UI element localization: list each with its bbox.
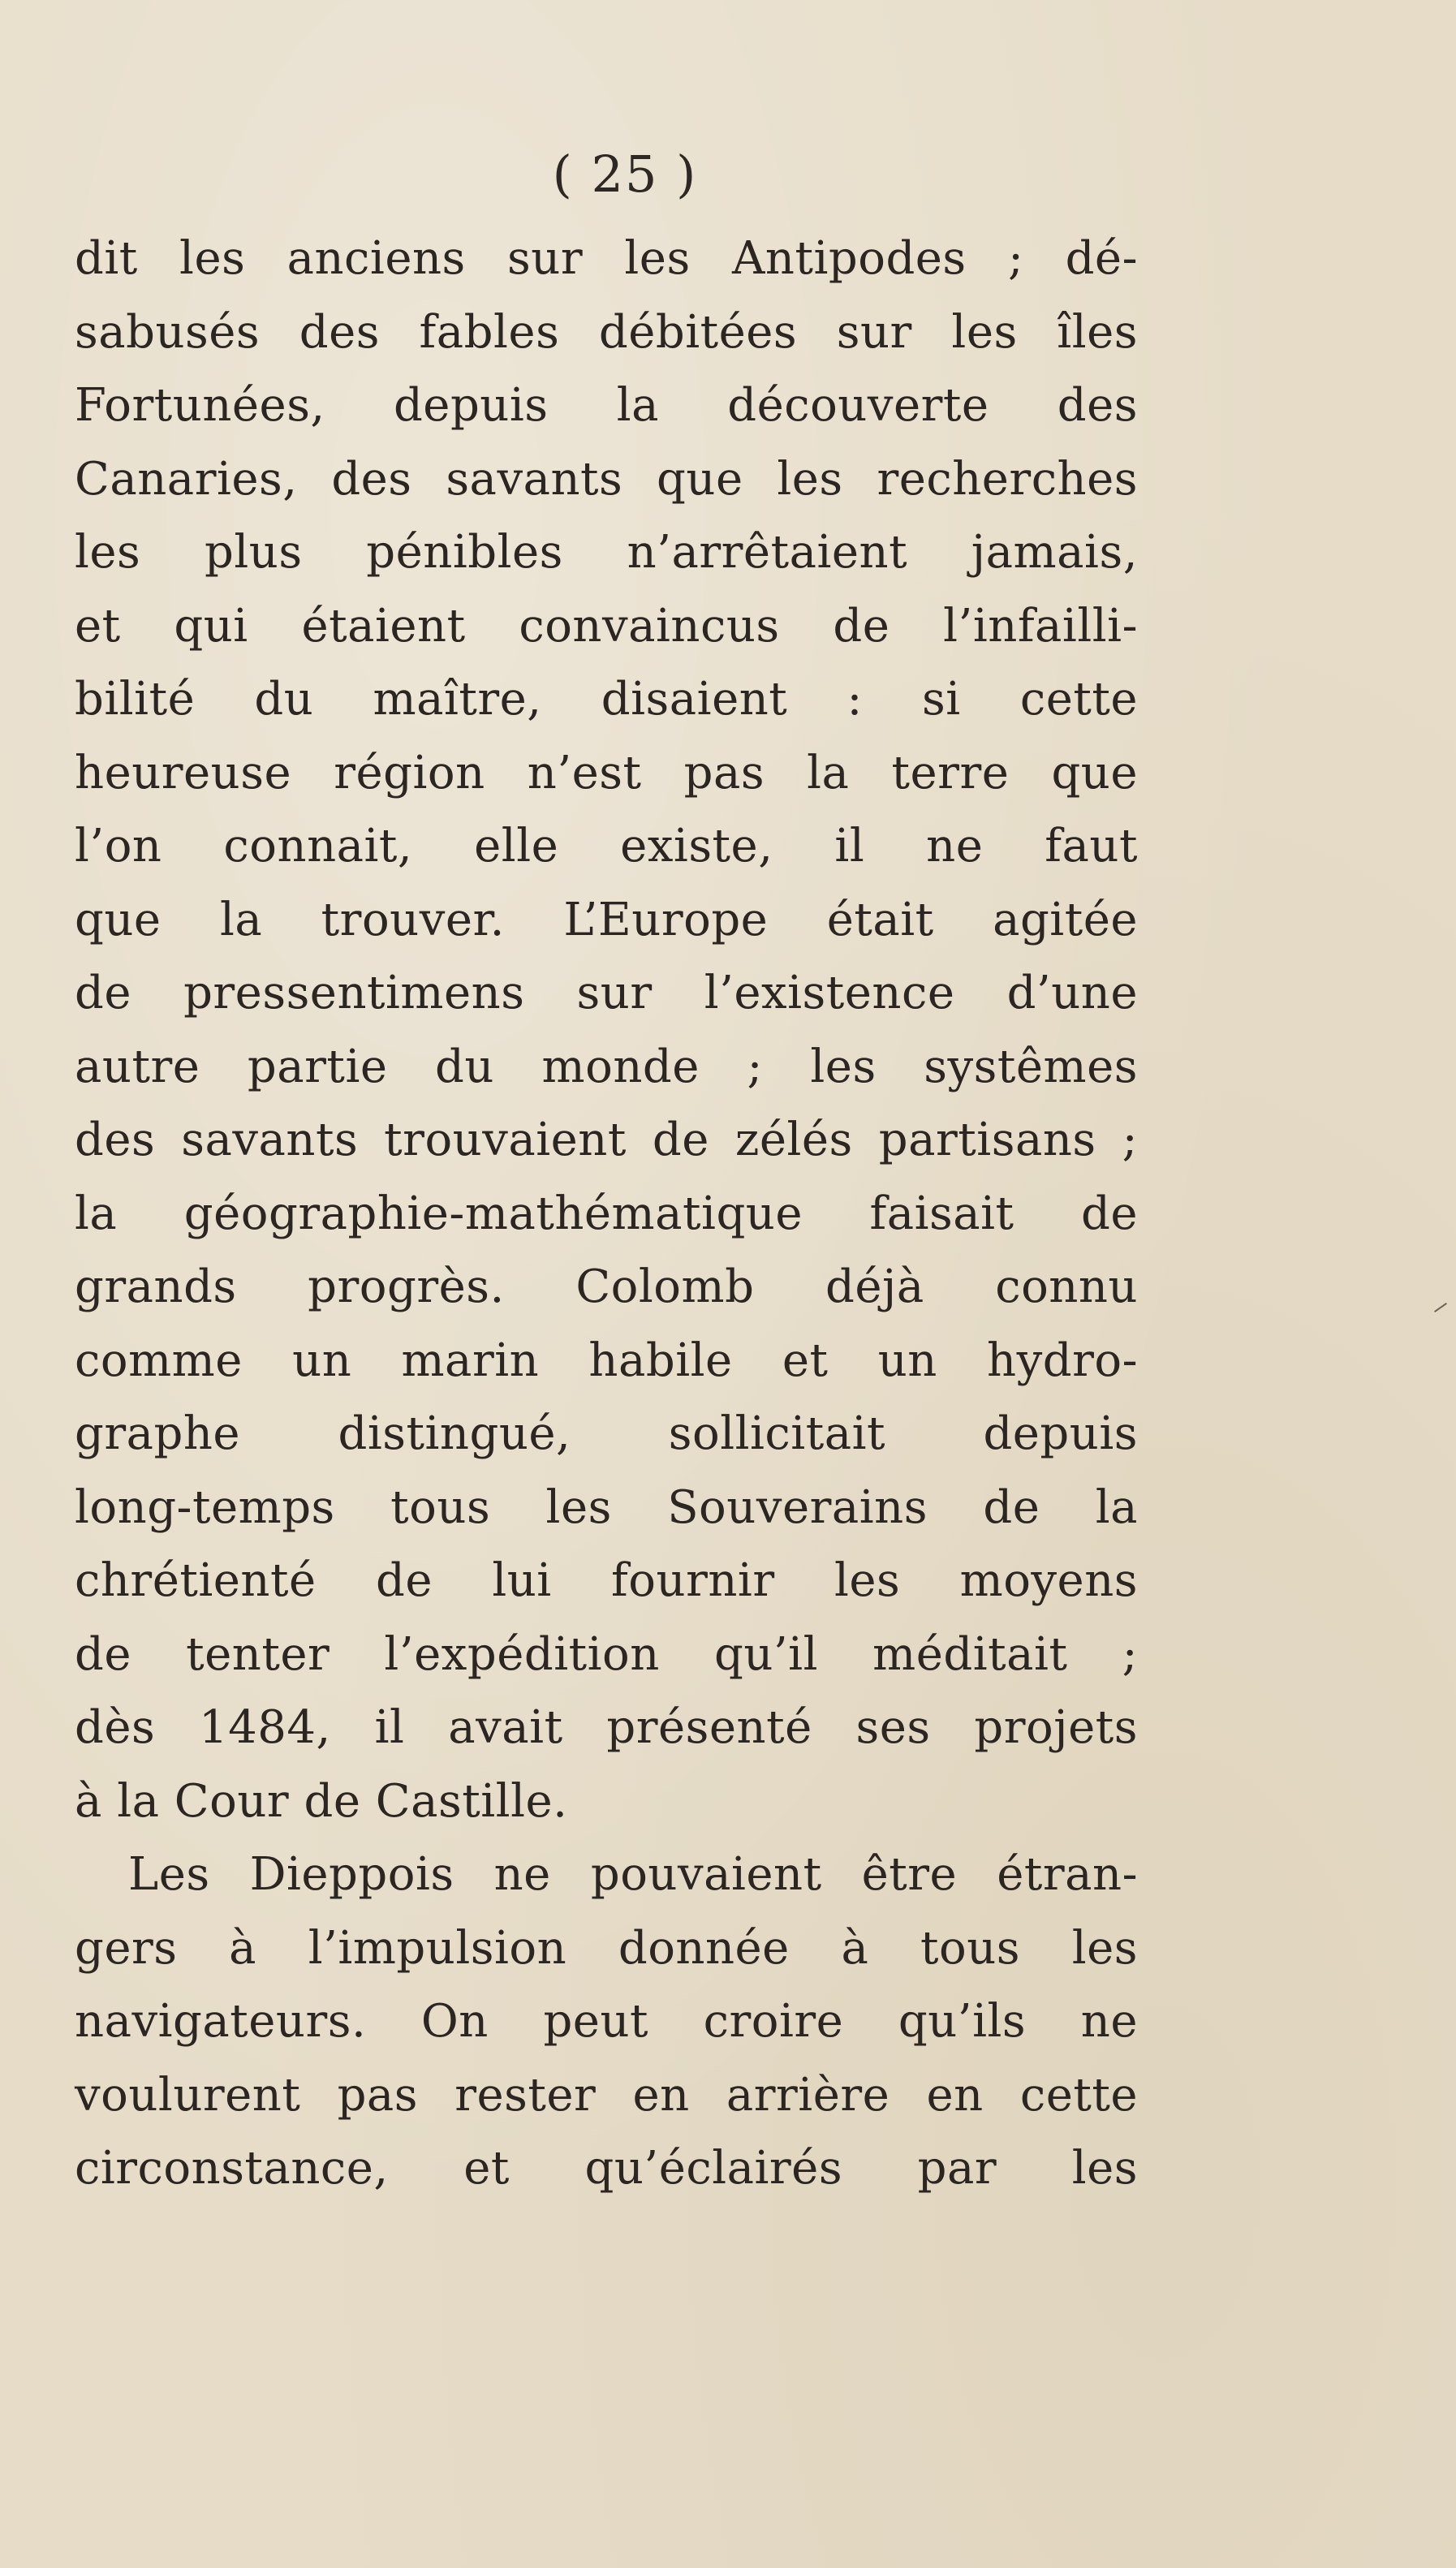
text-line: que la trouver. L’Europe était agitée: [75, 893, 1138, 946]
text-line: de tenter l’expédition qu’il méditait ;: [75, 1627, 1138, 1681]
text-line: grands progrès. Colomb déjà connu: [75, 1260, 1138, 1313]
text-line: Fortunées, depuis la découverte des: [75, 379, 1138, 432]
text-line: de pressentimens sur l’existence d’une: [75, 967, 1138, 1019]
text-line: circonstance, et qu’éclairés par les: [75, 2142, 1138, 2195]
text-line: l’on connait, elle existe, il ne faut: [75, 820, 1138, 873]
text-line: autre partie du monde ; les systêmes: [75, 1040, 1138, 1093]
body-text: [75, 222, 1138, 2206]
text-line: les plus pénibles n’arrêtaient jamais,: [75, 526, 1138, 579]
text-line: gers à l’impulsion donnée à tous les: [75, 1921, 1138, 1975]
text-line: bilité du maître, disaient : si cette: [75, 673, 1138, 726]
paragraph-start-line: Les Dieppois ne pouvaient être étran-: [128, 1848, 1138, 1901]
text-line: et qui étaient convaincus de l’infailli-: [75, 599, 1138, 653]
text-line: heureuse région n’est pas la terre que: [75, 746, 1138, 799]
page-number: ( 25 ): [552, 144, 698, 204]
text-line: dès 1484, il avait présenté ses projets: [75, 1701, 1138, 1754]
text-line: comme un marin habile et un hydro-: [75, 1334, 1138, 1387]
text-line: sabusés des fables débitées sur les îles: [75, 305, 1138, 359]
text-line: navigateurs. On peut croire qu’ils ne: [75, 1995, 1138, 2048]
text-line: chrétienté de lui fournir les moyens: [75, 1554, 1138, 1607]
text-line: voulurent pas rester en arrière en cette: [75, 2068, 1138, 2122]
text-line: des savants trouvaient de zélés partisans ;: [75, 1114, 1138, 1166]
text-line: dit les anciens sur les Antipodes ; dé-: [75, 232, 1138, 285]
text-line: la géographie-mathématique faisait de: [75, 1187, 1138, 1240]
margin-mark: [1434, 1303, 1447, 1312]
text-line: long-temps tous les Souverains de la: [75, 1480, 1138, 1534]
text-line: à la Cour de Castille.: [75, 1774, 568, 1828]
text-line: graphe distingué, sollicitait depuis: [75, 1407, 1138, 1460]
text-line: Canaries, des savants que les recherches: [75, 452, 1138, 506]
